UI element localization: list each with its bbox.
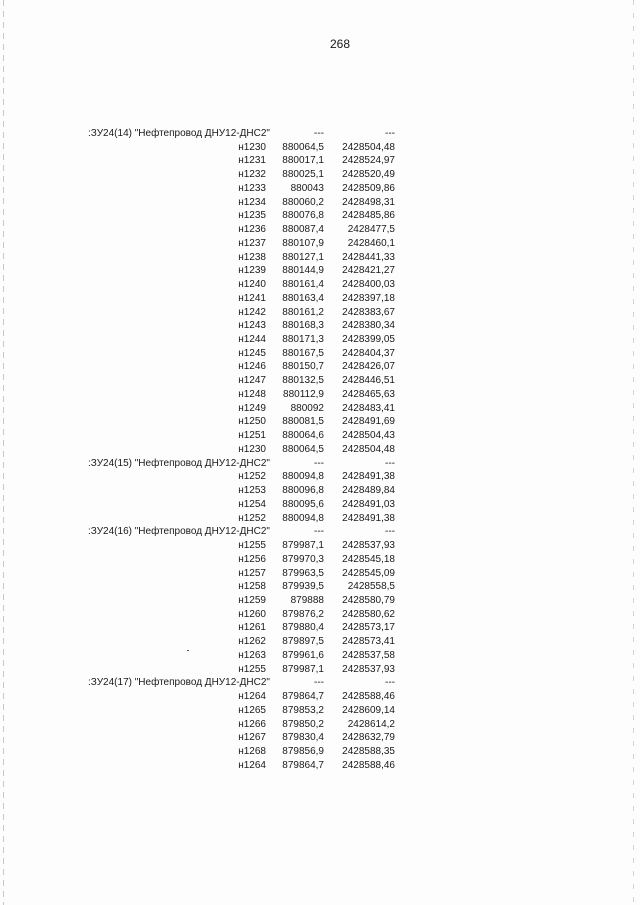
- x-coordinate: 879880,4: [282, 622, 324, 634]
- x-coordinate: 879888: [290, 594, 324, 606]
- y-coordinate: ---: [385, 677, 395, 689]
- y-coordinate: 2428509,86: [342, 182, 395, 194]
- table-row: [0, 319, 640, 333]
- y-coordinate: 2428573,17: [342, 622, 395, 634]
- y-coordinate: 2428545,09: [342, 567, 395, 579]
- table-row: [0, 154, 640, 168]
- y-coordinate: 2428588,46: [342, 759, 395, 771]
- point-id: н1231: [238, 155, 266, 167]
- table-row: [0, 539, 640, 553]
- x-coordinate: ---: [314, 457, 324, 469]
- x-coordinate: 880163,4: [282, 292, 324, 304]
- y-coordinate: 2428404,37: [342, 347, 395, 359]
- table-row: [0, 278, 640, 292]
- point-id: н1254: [238, 498, 266, 510]
- table-row: [0, 484, 640, 498]
- x-coordinate: 880043: [290, 182, 324, 194]
- x-coordinate: 879853,2: [282, 704, 324, 716]
- table-row: [0, 347, 640, 361]
- y-coordinate: 2428573,41: [342, 636, 395, 648]
- y-coordinate: 2428558,5: [347, 581, 395, 593]
- table-row: [0, 621, 640, 635]
- parcel-header-row: [0, 457, 640, 471]
- y-coordinate: ---: [385, 457, 395, 469]
- point-id: н1255: [238, 663, 266, 675]
- table-row: [0, 168, 640, 182]
- point-id: н1247: [238, 375, 266, 387]
- x-coordinate: 880095,6: [282, 498, 324, 510]
- point-id: н1230: [238, 443, 266, 455]
- y-coordinate: 2428441,33: [342, 251, 395, 263]
- parcel-label: :ЗУ24(14) "Нефтепровод ДНУ12-ДНС2": [88, 128, 270, 139]
- point-id: н1255: [238, 540, 266, 552]
- x-coordinate: 880171,3: [282, 334, 324, 346]
- y-coordinate: 2428465,63: [342, 388, 395, 400]
- x-coordinate: 880168,3: [282, 320, 324, 332]
- table-row: [0, 223, 640, 237]
- x-coordinate: 880064,5: [282, 443, 324, 455]
- x-coordinate: ---: [314, 128, 324, 139]
- x-coordinate: 880092: [290, 402, 324, 414]
- parcel-label: :ЗУ24(15) "Нефтепровод ДНУ12-ДНС2": [88, 457, 270, 469]
- y-coordinate: 2428483,41: [342, 402, 395, 414]
- point-id: н1264: [238, 759, 266, 771]
- y-coordinate: 2428421,27: [342, 265, 395, 277]
- y-coordinate: 2428498,31: [342, 196, 395, 208]
- table-row: [0, 512, 640, 526]
- point-id: н1238: [238, 251, 266, 263]
- x-coordinate: 879864,7: [282, 759, 324, 771]
- point-id: н1252: [238, 471, 266, 483]
- point-id: н1233: [238, 182, 266, 194]
- x-coordinate: 880150,7: [282, 361, 324, 373]
- x-coordinate: 880161,2: [282, 306, 324, 318]
- table-row: [0, 690, 640, 704]
- x-coordinate: 880064,6: [282, 430, 324, 442]
- x-coordinate: 879876,2: [282, 608, 324, 620]
- point-id: н1259: [238, 594, 266, 606]
- point-id: н1260: [238, 608, 266, 620]
- y-coordinate: 2428504,48: [342, 141, 395, 153]
- x-coordinate: 879963,5: [282, 567, 324, 579]
- y-coordinate: 2428491,69: [342, 416, 395, 428]
- parcel-header-row: [0, 676, 640, 690]
- x-coordinate: 880132,5: [282, 375, 324, 387]
- table-row: [0, 704, 640, 718]
- x-coordinate: 880144,9: [282, 265, 324, 277]
- y-coordinate: 2428588,46: [342, 691, 395, 703]
- y-coordinate: 2428383,67: [342, 306, 395, 318]
- x-coordinate: 880060,2: [282, 196, 324, 208]
- y-coordinate: 2428489,84: [342, 485, 395, 497]
- y-coordinate: 2428537,58: [342, 649, 395, 661]
- x-coordinate: 879987,1: [282, 540, 324, 552]
- point-id: н1237: [238, 237, 266, 249]
- x-coordinate: 880094,8: [282, 512, 324, 524]
- point-id: н1266: [238, 718, 266, 730]
- y-coordinate: 2428520,49: [342, 169, 395, 181]
- x-coordinate: 880081,5: [282, 416, 324, 428]
- x-coordinate: 880107,9: [282, 237, 324, 249]
- y-coordinate: 2428545,18: [342, 553, 395, 565]
- y-coordinate: 2428580,79: [342, 594, 395, 606]
- point-id: н1246: [238, 361, 266, 373]
- x-coordinate: 880064,5: [282, 141, 324, 153]
- table-row: [0, 759, 640, 773]
- y-coordinate: 2428491,38: [342, 512, 395, 524]
- point-id: н1248: [238, 388, 266, 400]
- point-id: н1251: [238, 430, 266, 442]
- table-row: [0, 251, 640, 265]
- point-id: н1236: [238, 224, 266, 236]
- y-coordinate: ---: [385, 526, 395, 538]
- parcel-header-row: [0, 127, 640, 141]
- x-coordinate: 880087,4: [282, 224, 324, 236]
- point-id: н1268: [238, 746, 266, 758]
- table-row: [0, 745, 640, 759]
- point-id: н1265: [238, 704, 266, 716]
- x-coordinate: 879987,1: [282, 663, 324, 675]
- x-coordinate: 879961,6: [282, 649, 324, 661]
- y-coordinate: 2428446,51: [342, 375, 395, 387]
- y-coordinate: 2428537,93: [342, 540, 395, 552]
- x-coordinate: 880094,8: [282, 471, 324, 483]
- y-coordinate: 2428491,38: [342, 471, 395, 483]
- x-coordinate: 880127,1: [282, 251, 324, 263]
- y-coordinate: 2428397,18: [342, 292, 395, 304]
- point-id: н1240: [238, 279, 266, 291]
- x-coordinate: 879856,9: [282, 746, 324, 758]
- x-coordinate: 880161,4: [282, 279, 324, 291]
- y-coordinate: 2428504,48: [342, 443, 395, 455]
- y-coordinate: 2428491,03: [342, 498, 395, 510]
- point-id: н1235: [238, 210, 266, 222]
- y-coordinate: 2428537,93: [342, 663, 395, 675]
- x-coordinate: ---: [314, 526, 324, 538]
- y-coordinate: ---: [385, 128, 395, 139]
- point-id: н1264: [238, 691, 266, 703]
- x-coordinate: 879897,5: [282, 636, 324, 648]
- y-coordinate: 2428504,43: [342, 430, 395, 442]
- x-coordinate: 880112,9: [283, 388, 324, 400]
- parcel-header-row: [0, 525, 640, 539]
- y-coordinate: 2428632,79: [342, 732, 395, 744]
- x-coordinate: 879970,3: [282, 553, 324, 565]
- y-coordinate: 2428588,35: [342, 746, 395, 758]
- y-coordinate: 2428580,62: [342, 608, 395, 620]
- table-row: [0, 594, 640, 608]
- point-id: н1241: [238, 292, 266, 304]
- table-row: [0, 209, 640, 223]
- table-row: [0, 415, 640, 429]
- point-id: н1250: [238, 416, 266, 428]
- y-coordinate: 2428380,34: [342, 320, 395, 332]
- y-coordinate: 2428524,97: [342, 155, 395, 167]
- point-id: н1262: [238, 636, 266, 648]
- table-row: [0, 306, 640, 320]
- point-id: н1234: [238, 196, 266, 208]
- x-coordinate: 880017,1: [282, 155, 324, 167]
- table-row: [0, 580, 640, 594]
- table-row: [0, 196, 640, 210]
- table-row: [0, 498, 640, 512]
- y-coordinate: 2428460,1: [347, 237, 395, 249]
- point-id: н1263: [238, 649, 266, 661]
- x-coordinate: ---: [314, 677, 324, 689]
- y-coordinate: 2428477,5: [347, 224, 395, 236]
- y-coordinate: 2428400,03: [342, 279, 395, 291]
- point-id: н1230: [238, 141, 266, 153]
- table-row: [0, 237, 640, 251]
- point-id: н1252: [238, 512, 266, 524]
- point-id: н1249: [238, 402, 266, 414]
- x-coordinate: 880025,1: [282, 169, 324, 181]
- table-row: [0, 388, 640, 402]
- x-coordinate: 880076,8: [282, 210, 324, 222]
- point-id: н1267: [238, 732, 266, 744]
- x-coordinate: 880167,5: [282, 347, 324, 359]
- table-row: [0, 470, 640, 484]
- table-row: [0, 731, 640, 745]
- table-row: [0, 649, 640, 663]
- y-coordinate: 2428399,05: [342, 334, 395, 346]
- table-row: [0, 264, 640, 278]
- table-row: [0, 635, 640, 649]
- y-coordinate: 2428485,86: [342, 210, 395, 222]
- table-row: [0, 443, 640, 457]
- point-id: н1232: [238, 169, 266, 181]
- page-number: 268: [329, 37, 351, 51]
- coordinates-table: [0, 127, 640, 773]
- parcel-label: :ЗУ24(16) "Нефтепровод ДНУ12-ДНС2": [88, 526, 270, 538]
- parcel-label: :ЗУ24(17) "Нефтепровод ДНУ12-ДНС2": [88, 677, 270, 689]
- table-row: [0, 567, 640, 581]
- point-id: н1239: [238, 265, 266, 277]
- point-id: н1257: [238, 567, 266, 579]
- point-id: н1256: [238, 553, 266, 565]
- table-row: [0, 141, 640, 155]
- table-row: [0, 360, 640, 374]
- y-coordinate: 2428609,14: [342, 704, 395, 716]
- point-id: н1258: [238, 581, 266, 593]
- scan-speck: [187, 650, 189, 651]
- y-coordinate: 2428614,2: [347, 718, 395, 730]
- table-row: [0, 553, 640, 567]
- table-row: [0, 374, 640, 388]
- table-row: [0, 429, 640, 443]
- table-row: [0, 333, 640, 347]
- point-id: н1245: [238, 347, 266, 359]
- point-id: н1253: [238, 485, 266, 497]
- point-id: н1261: [238, 622, 266, 634]
- y-coordinate: 2428426,07: [342, 361, 395, 373]
- x-coordinate: 879830,4: [282, 732, 324, 744]
- table-row: [0, 292, 640, 306]
- table-row: [0, 182, 640, 196]
- table-row: [0, 608, 640, 622]
- table-row: [0, 663, 640, 677]
- table-row: [0, 402, 640, 416]
- table-row: [0, 718, 640, 732]
- point-id: н1243: [238, 320, 266, 332]
- x-coordinate: 880096,8: [282, 485, 324, 497]
- point-id: н1244: [238, 334, 266, 346]
- x-coordinate: 879850,2: [282, 718, 324, 730]
- x-coordinate: 879864,7: [282, 691, 324, 703]
- x-coordinate: 879939,5: [282, 581, 324, 593]
- point-id: н1242: [238, 306, 266, 318]
